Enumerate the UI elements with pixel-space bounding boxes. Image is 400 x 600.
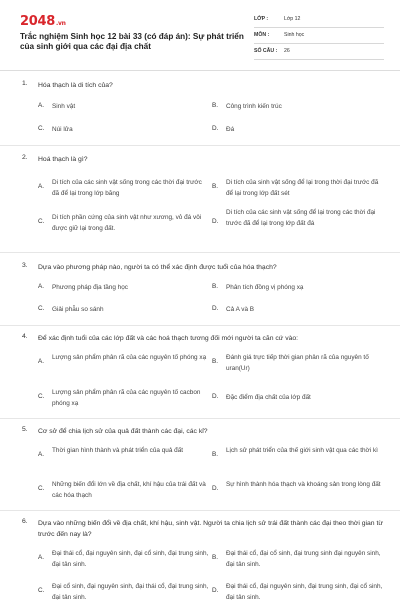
option-text: Đại thái cổ, đại nguyên sinh, đại cổ sinh, đại trung sinh, đại tân sinh.: [52, 550, 209, 568]
option-letter: B.: [212, 451, 219, 458]
option-letter: D.: [212, 485, 219, 492]
site-logo[interactable]: [20, 14, 66, 29]
option-text: Lượng sản phẩm phân rã của các nguyên tố phóng xạ: [52, 354, 207, 361]
option-letter: D.: [212, 125, 219, 132]
question-number: 4.: [22, 333, 28, 340]
option-text: Núi lửa: [52, 126, 73, 133]
option-text: Di tích của sinh vật sống để lại trong thời đại trước đã để lại trong lớp đất sét: [226, 179, 379, 197]
question-divider: [0, 252, 400, 253]
meta-row-class: [254, 12, 384, 28]
option-letter: B.: [212, 183, 219, 190]
page-header: [0, 0, 400, 70]
question-text: Hoá thạch là gì?: [38, 156, 88, 163]
meta-value: Lớp 12: [284, 16, 301, 22]
question-text: Cơ sở để chia lịch sử của quả đất thành các đại, các kỉ?: [38, 428, 208, 435]
option-text: Thời gian hình thành và phát triển của quả đất: [52, 447, 184, 454]
option-text: Đại thái cổ, đại nguyên sinh, đại trung sinh, đại cổ sinh, đại tân sinh.: [226, 583, 383, 600]
option-letter: A.: [38, 451, 45, 458]
document-title: Trắc nghiệm Sinh học 12 bài 33 (có đáp án): Sự phát triển của sinh giới qua các đại địa chất: [20, 32, 244, 51]
question-number: 2.: [22, 154, 28, 161]
option-text: Sinh vật: [52, 103, 76, 110]
option-text: Giải phẫu so sánh: [52, 306, 104, 313]
option-letter: C.: [38, 305, 45, 312]
option-letter: A.: [38, 183, 45, 190]
meta-label: LỚP :: [254, 16, 269, 22]
question-number: 1.: [22, 80, 28, 87]
option-text: Đánh giá trực tiếp thời gian phân rã của nguyên tố uran(Ur): [226, 354, 369, 372]
option-letter: D.: [212, 305, 219, 312]
option-text: Phương pháp địa tầng học: [52, 284, 128, 291]
option-text: Cả A và B: [226, 306, 255, 313]
question-divider: [0, 325, 400, 326]
meta-label: MÔN :: [254, 32, 270, 38]
option-text: Lượng sản phẩm phân rã của các nguyên tố cacbon phóng xạ: [52, 389, 201, 407]
option-letter: A.: [38, 358, 45, 365]
option-text: Phân tích đồng vị phóng xạ: [226, 284, 304, 291]
option-letter: B.: [212, 102, 219, 109]
option-text: Lịch sử phát triển của thế giới sinh vật qua các thời kì: [226, 447, 378, 454]
meta-value: 26: [284, 48, 290, 54]
logo-suffix: .vn: [55, 20, 66, 27]
question-number: 5.: [22, 426, 28, 433]
question-text: Dựa vào những biến đổi về địa chất, khí hậu, sinh vật. Người ta chia lịch sử trái đất thành các đại theo thời gian từ trước đến nay là?: [38, 520, 383, 538]
option-text: Di tích phần cứng của sinh vật như xương, vỏ đá vôi được giữ lại trong đất.: [52, 214, 202, 232]
meta-value: Sinh học: [284, 32, 305, 38]
option-text: Đại cổ sinh, đại nguyên sinh, đại thái cổ, đại trung sinh, đại tân sinh.: [52, 583, 209, 600]
question-divider: [0, 145, 400, 146]
option-text: Đặc điểm địa chất của lớp đất: [226, 394, 311, 401]
question-text: Để xác định tuổi của các lớp đất và các hoá thạch tương đối mới người ta căn cứ vào:: [38, 335, 299, 342]
option-text: Di tích của các sinh vật sống để lại trong các thời đại trước đã để lại trong lớp đất đá: [226, 209, 376, 227]
question-number: 3.: [22, 262, 28, 269]
option-letter: C.: [38, 485, 45, 492]
option-letter: B.: [212, 358, 219, 365]
option-letter: B.: [212, 283, 219, 290]
meta-box: [254, 12, 384, 60]
option-letter: C.: [38, 218, 45, 225]
option-text: Những biến đổi lớn về địa chất, khí hậu của trái đất và các hóa thạch: [52, 481, 206, 499]
option-letter: A.: [38, 283, 45, 290]
option-letter: A.: [38, 554, 45, 561]
option-letter: D.: [212, 393, 219, 400]
question-number: 6.: [22, 518, 28, 525]
option-letter: D.: [212, 587, 219, 594]
option-letter: C.: [38, 587, 45, 594]
option-text: Đại thái cổ, đại cổ sinh, đại trung sinh đại nguyên sinh, đại tân sinh.: [226, 550, 381, 568]
option-text: Công trình kiến trúc: [226, 103, 282, 110]
option-text: Đá: [226, 126, 235, 133]
logo-text: 2048: [20, 14, 55, 29]
option-text: Di tích của các sinh vật sống trong các thời đại trước đã để lại trong lớp băng: [52, 179, 202, 197]
option-letter: C.: [38, 393, 45, 400]
meta-row-subject: [254, 28, 384, 44]
header-divider: [0, 70, 400, 71]
question-divider: [0, 510, 400, 511]
option-letter: D.: [212, 218, 219, 225]
meta-label: SỐ CÂU :: [254, 48, 278, 54]
option-letter: A.: [38, 102, 45, 109]
question-divider: [0, 418, 400, 419]
option-letter: C.: [38, 125, 45, 132]
option-letter: B.: [212, 554, 219, 561]
question-text: Hóa thạch là di tích của?: [38, 82, 113, 89]
question-text: Dựa vào phương pháp nào, người ta có thể xác định được tuổi của hóa thạch?: [38, 264, 277, 271]
option-text: Sự hình thành hóa thạch và khoáng sản trong lòng đất: [226, 481, 381, 488]
meta-row-count: [254, 44, 384, 60]
